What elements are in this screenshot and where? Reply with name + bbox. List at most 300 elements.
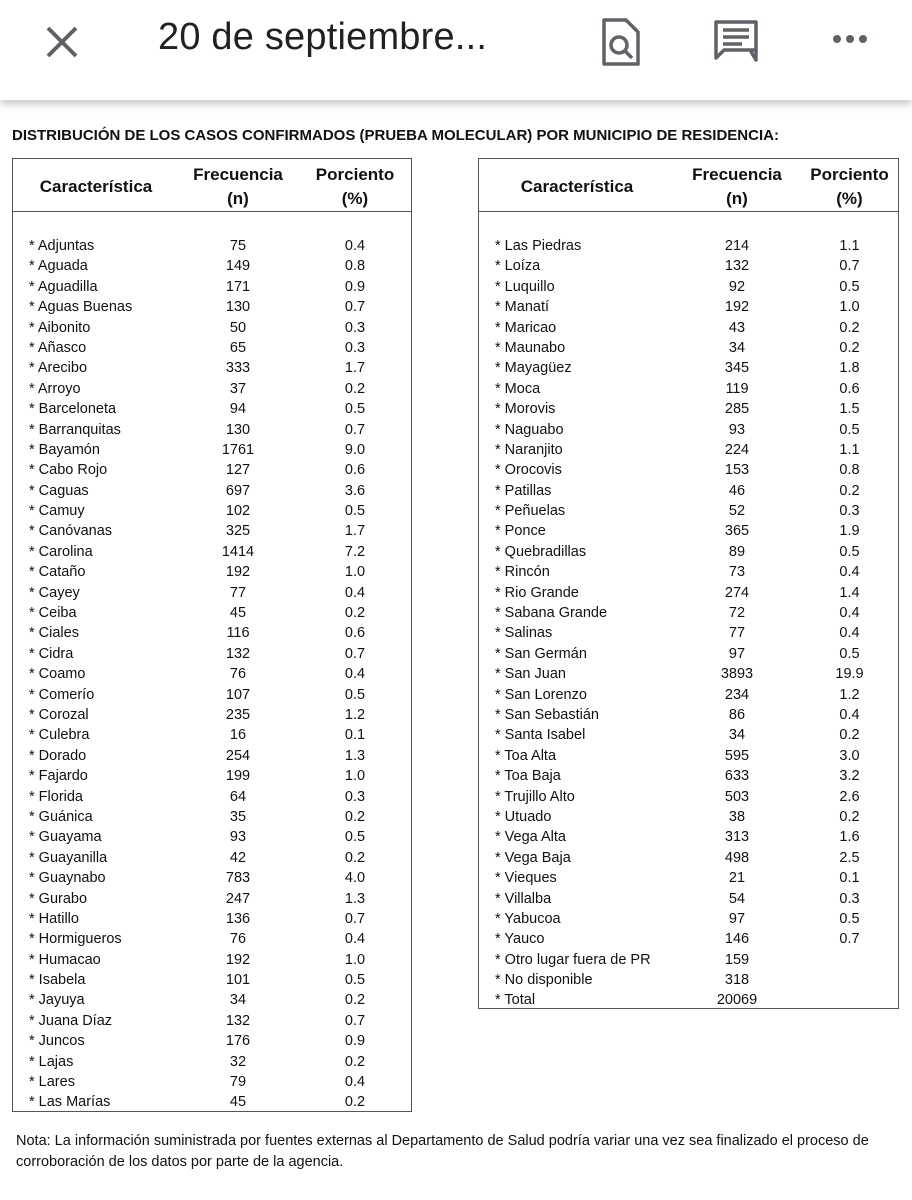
- table-row: [13, 827, 411, 847]
- table-row: [479, 256, 898, 276]
- municipio-table-right: [478, 158, 899, 1009]
- table-row: [13, 481, 411, 501]
- row-frecuencia: 52: [728, 503, 746, 520]
- row-porciento: 0.4: [344, 666, 366, 683]
- row-porciento: 1.9: [839, 523, 860, 540]
- row-frecuencia: 192: [225, 564, 251, 581]
- row-frecuencia: 54: [728, 890, 746, 907]
- row-porciento: 0.2: [839, 319, 860, 336]
- row-porciento: 0.3: [344, 319, 366, 336]
- row-frecuencia: 79: [229, 1074, 247, 1091]
- row-porciento: 7.2: [344, 543, 366, 560]
- row-municipio: * Ponce: [495, 523, 546, 540]
- table-row: [13, 399, 411, 419]
- table-row: [479, 236, 898, 256]
- row-frecuencia: 498: [724, 849, 750, 866]
- table-row: [479, 725, 898, 745]
- comment-icon[interactable]: [712, 18, 760, 64]
- row-frecuencia: 37: [229, 380, 247, 397]
- row-municipio: * Bayamón: [29, 441, 100, 458]
- row-frecuencia: 136: [225, 910, 251, 927]
- table-row: [13, 746, 411, 766]
- row-porciento: 2.5: [839, 849, 860, 866]
- table-row: [13, 725, 411, 745]
- row-porciento: 0.2: [344, 849, 366, 866]
- row-frecuencia: 171: [225, 278, 251, 295]
- row-municipio: * Toa Alta: [495, 747, 557, 764]
- row-municipio: * Moca: [495, 380, 541, 397]
- table-row: [479, 338, 898, 358]
- row-frecuencia: 132: [225, 645, 251, 662]
- table-row: [479, 827, 898, 847]
- report-heading: DISTRIBUCIÓN DE LOS CASOS CONFIRMADOS (PRUEBA MOLECULAR) POR MUNICIPIO DE RESIDENCIA:: [12, 127, 779, 144]
- table-header: [479, 159, 898, 212]
- table-row: [13, 766, 411, 786]
- row-porciento: 0.4: [839, 605, 860, 622]
- row-municipio: * Camuy: [29, 503, 85, 520]
- row-porciento: 1.3: [344, 747, 366, 764]
- table-row: [13, 583, 411, 603]
- row-municipio: * Otro lugar fuera de PR: [495, 951, 651, 968]
- table-row: [13, 787, 411, 807]
- table-row: [13, 1052, 411, 1072]
- row-frecuencia: 92: [728, 278, 746, 295]
- municipio-table-left: [12, 158, 412, 1112]
- row-frecuencia: 89: [728, 543, 746, 560]
- row-municipio: * Jayuya: [29, 992, 85, 1009]
- row-porciento: 0.4: [344, 584, 366, 601]
- row-municipio: * Lajas: [29, 1053, 74, 1070]
- table-row: [13, 990, 411, 1010]
- table-row: [13, 644, 411, 664]
- row-frecuencia: 192: [225, 951, 251, 968]
- table-body: [13, 236, 411, 1113]
- table-row: [479, 868, 898, 888]
- row-frecuencia: 34: [728, 339, 746, 356]
- row-municipio: * Utuado: [495, 808, 552, 825]
- row-frecuencia: 130: [225, 421, 251, 438]
- table-row: [13, 909, 411, 929]
- row-frecuencia: 45: [229, 1094, 247, 1111]
- row-porciento: 0.8: [839, 462, 860, 479]
- row-municipio: * Arroyo: [29, 380, 81, 397]
- row-municipio: * Coamo: [29, 666, 86, 683]
- row-porciento: 1.8: [839, 360, 860, 377]
- row-municipio: * Orocovis: [495, 462, 562, 479]
- table-row: [479, 521, 898, 541]
- row-municipio: * Aibonito: [29, 319, 91, 336]
- table-row: [479, 807, 898, 827]
- row-municipio: * Total: [495, 992, 536, 1009]
- document-title: 20 de septiembre...: [158, 16, 488, 58]
- row-municipio: * Isabela: [29, 972, 86, 989]
- row-porciento: 3.0: [839, 747, 860, 764]
- row-porciento: 0.5: [839, 543, 860, 560]
- row-porciento: 3.6: [344, 482, 366, 499]
- row-frecuencia: 107: [225, 686, 251, 703]
- row-porciento: 0.5: [344, 972, 366, 989]
- row-porciento: 0.5: [839, 910, 860, 927]
- row-porciento: 3.2: [839, 768, 860, 785]
- row-frecuencia: 93: [728, 421, 746, 438]
- row-municipio: * Juncos: [29, 1033, 85, 1050]
- row-frecuencia: 214: [724, 238, 750, 254]
- row-porciento: 0.2: [839, 808, 860, 825]
- row-frecuencia: 97: [728, 910, 746, 927]
- row-municipio: * Ceiba: [29, 605, 77, 622]
- row-frecuencia: 119: [725, 380, 749, 397]
- row-porciento: 0.7: [344, 910, 366, 927]
- row-frecuencia: 76: [229, 666, 247, 683]
- row-municipio: * Luquillo: [495, 278, 555, 295]
- table-row: [13, 623, 411, 643]
- row-municipio: * Fajardo: [29, 768, 88, 785]
- table-row: [13, 318, 411, 338]
- table-row: [13, 420, 411, 440]
- row-municipio: * Ciales: [29, 625, 79, 642]
- table-row: [13, 685, 411, 705]
- header-frecuencia: Frecuencia (n): [692, 165, 782, 208]
- row-porciento: 0.5: [839, 645, 860, 662]
- row-municipio: * Barceloneta: [29, 401, 117, 418]
- row-frecuencia: 285: [724, 401, 750, 418]
- row-porciento: 0.2: [839, 339, 860, 356]
- row-porciento: 0.7: [344, 299, 366, 316]
- row-frecuencia: 16: [229, 727, 247, 744]
- header-frecuencia: Frecuencia (n): [193, 165, 283, 208]
- table-row: [13, 1011, 411, 1031]
- row-porciento: 0.1: [839, 870, 860, 887]
- row-municipio: * San Sebastián: [495, 706, 599, 723]
- row-porciento: 0.2: [839, 482, 860, 499]
- row-frecuencia: 46: [728, 482, 746, 499]
- table-row: [479, 583, 898, 603]
- row-frecuencia: 595: [724, 747, 750, 764]
- table-row: [479, 603, 898, 623]
- row-frecuencia: 45: [229, 605, 247, 622]
- row-frecuencia: 130: [225, 299, 251, 316]
- row-frecuencia: 318: [724, 972, 750, 989]
- header-porciento: Porciento (%): [810, 165, 889, 208]
- row-frecuencia: 783: [225, 870, 251, 887]
- row-porciento: 0.7: [344, 1012, 366, 1029]
- table-row: [479, 705, 898, 725]
- row-porciento: 1.2: [839, 686, 860, 703]
- row-frecuencia: 65: [229, 339, 247, 356]
- row-porciento: 0.2: [839, 727, 860, 744]
- row-municipio: * Naranjito: [495, 441, 563, 458]
- row-municipio: * Guaynabo: [29, 870, 106, 887]
- row-porciento: 0.6: [839, 380, 860, 397]
- row-municipio: * Las Marías: [29, 1094, 111, 1111]
- row-porciento: 1.6: [839, 829, 860, 846]
- table-row: [479, 440, 898, 460]
- table-row: [479, 664, 898, 684]
- row-municipio: * Patillas: [495, 482, 552, 499]
- row-frecuencia: 325: [225, 523, 251, 540]
- table-row: [479, 970, 898, 990]
- row-frecuencia: 274: [724, 584, 750, 601]
- row-frecuencia: 345: [724, 360, 750, 377]
- row-porciento: 0.3: [839, 890, 860, 907]
- row-porciento: 9.0: [344, 441, 366, 458]
- row-porciento: 19.9: [835, 666, 864, 683]
- row-municipio: * San Juan: [495, 666, 566, 683]
- row-frecuencia: 224: [724, 441, 750, 458]
- row-frecuencia: 34: [229, 992, 247, 1009]
- row-frecuencia: 97: [728, 645, 746, 662]
- table-row: [13, 256, 411, 276]
- table-row: [13, 338, 411, 358]
- row-municipio: * Vieques: [495, 870, 557, 887]
- row-frecuencia: 333: [225, 360, 251, 377]
- table-row: [13, 562, 411, 582]
- row-porciento: 0.5: [344, 829, 366, 846]
- table-body: [479, 236, 898, 1011]
- row-frecuencia: 64: [229, 788, 247, 805]
- row-municipio: * Naguabo: [495, 421, 564, 438]
- table-row: [13, 379, 411, 399]
- row-porciento: 0.3: [839, 503, 860, 520]
- row-municipio: * Barranquitas: [29, 421, 121, 438]
- table-row: [13, 358, 411, 378]
- table-row: [13, 807, 411, 827]
- row-porciento: 0.9: [344, 1033, 366, 1050]
- row-frecuencia: 633: [724, 768, 750, 785]
- row-frecuencia: 247: [225, 890, 251, 907]
- row-porciento: 1.1: [839, 441, 860, 458]
- header-porciento: Porciento (%): [315, 165, 395, 208]
- row-porciento: 0.4: [344, 931, 366, 948]
- table-row: [13, 277, 411, 297]
- row-porciento: 1.0: [344, 768, 366, 785]
- table-row: [479, 623, 898, 643]
- row-frecuencia: 192: [724, 299, 750, 316]
- table-row: [479, 420, 898, 440]
- table-row: [479, 848, 898, 868]
- row-municipio: * Culebra: [29, 727, 90, 744]
- row-porciento: 0.2: [344, 1053, 366, 1070]
- row-frecuencia: 697: [225, 482, 251, 499]
- row-municipio: * Cayey: [29, 584, 80, 601]
- row-municipio: * Maricao: [495, 319, 557, 336]
- table-row: [13, 868, 411, 888]
- row-frecuencia: 132: [724, 258, 750, 275]
- row-frecuencia: 116: [226, 625, 250, 642]
- row-municipio: * Cidra: [29, 645, 74, 662]
- row-municipio: * Trujillo Alto: [495, 788, 575, 805]
- table-row: [13, 950, 411, 970]
- row-frecuencia: 34: [728, 727, 746, 744]
- row-frecuencia: 234: [724, 686, 750, 703]
- table-header: [13, 159, 411, 212]
- row-porciento: 0.8: [344, 258, 366, 275]
- row-municipio: * Yauco: [495, 931, 545, 948]
- row-frecuencia: 93: [229, 829, 247, 846]
- row-porciento: 0.4: [839, 564, 860, 581]
- row-municipio: * Florida: [29, 788, 83, 805]
- table-row: [479, 399, 898, 419]
- row-municipio: * San Lorenzo: [495, 686, 587, 703]
- row-frecuencia: 235: [225, 706, 251, 723]
- row-frecuencia: 72: [728, 605, 746, 622]
- table-row: [13, 521, 411, 541]
- table-row: [13, 705, 411, 725]
- header-caracteristica: Característica: [520, 177, 634, 196]
- row-porciento: 2.6: [839, 788, 860, 805]
- table-row: [13, 1072, 411, 1092]
- app-bar: [0, 0, 912, 100]
- table-row: [479, 562, 898, 582]
- row-frecuencia: 3893: [720, 666, 754, 683]
- row-frecuencia: 313: [724, 829, 750, 846]
- row-municipio: * Guayanilla: [29, 849, 108, 866]
- row-porciento: 0.4: [839, 625, 860, 642]
- row-municipio: * Dorado: [29, 747, 87, 764]
- row-frecuencia: 1761: [221, 441, 255, 458]
- table-row: [13, 297, 411, 317]
- row-municipio: * Añasco: [29, 339, 87, 356]
- table-row: [13, 664, 411, 684]
- row-porciento: 1.3: [344, 890, 366, 907]
- row-porciento: 0.2: [344, 808, 366, 825]
- row-municipio: * Rio Grande: [495, 584, 579, 601]
- row-porciento: 0.7: [344, 421, 366, 438]
- row-frecuencia: 503: [724, 788, 750, 805]
- row-porciento: 0.6: [344, 462, 366, 479]
- row-porciento: 0.7: [839, 931, 860, 948]
- row-porciento: 1.2: [344, 706, 366, 723]
- row-frecuencia: 77: [229, 584, 247, 601]
- row-municipio: * Arecibo: [29, 360, 88, 377]
- row-porciento: 0.2: [344, 605, 366, 622]
- table-row: [479, 746, 898, 766]
- row-frecuencia: 146: [724, 931, 750, 948]
- row-frecuencia: 127: [225, 462, 251, 479]
- row-porciento: 0.3: [344, 339, 366, 356]
- table-row: [13, 501, 411, 521]
- row-porciento: 1.7: [344, 523, 366, 540]
- close-icon[interactable]: [40, 20, 84, 64]
- row-municipio: * Humacao: [29, 951, 101, 968]
- row-municipio: * Hatillo: [29, 910, 79, 927]
- row-frecuencia: 42: [229, 849, 247, 866]
- row-frecuencia: 153: [724, 462, 750, 479]
- row-municipio: * Quebradillas: [495, 543, 587, 560]
- row-municipio: * Sabana Grande: [495, 605, 608, 622]
- table-row: [13, 929, 411, 949]
- table-row: [479, 889, 898, 909]
- row-municipio: * Salinas: [495, 625, 553, 642]
- row-frecuencia: 1414: [221, 543, 255, 560]
- table-row: [479, 929, 898, 949]
- table-row: [13, 848, 411, 868]
- row-frecuencia: 365: [724, 523, 750, 540]
- row-porciento: 1.0: [344, 951, 366, 968]
- find-in-page-icon[interactable]: [600, 18, 640, 66]
- table-row: [13, 1031, 411, 1051]
- row-frecuencia: 43: [728, 319, 746, 336]
- row-porciento: 1.0: [344, 564, 366, 581]
- table-row: [13, 236, 411, 256]
- row-porciento: 0.1: [344, 727, 366, 744]
- row-municipio: * Aguas Buenas: [29, 299, 133, 316]
- row-porciento: 0.2: [344, 380, 366, 397]
- table-row: [13, 970, 411, 990]
- table-row: [13, 460, 411, 480]
- row-frecuencia: 21: [728, 870, 746, 887]
- table-row: [479, 277, 898, 297]
- row-municipio: * Maunabo: [495, 339, 566, 356]
- header-caracteristica: Característica: [39, 177, 153, 196]
- row-porciento: 1.5: [839, 401, 860, 418]
- table-row: [13, 1092, 411, 1112]
- table-row: [479, 297, 898, 317]
- row-porciento: 1.1: [839, 238, 860, 254]
- row-frecuencia: 86: [728, 706, 746, 723]
- table-row: [479, 358, 898, 378]
- table-row: [13, 440, 411, 460]
- row-porciento: 0.2: [344, 992, 366, 1009]
- table-row: [479, 990, 898, 1010]
- row-porciento: 1.4: [839, 584, 860, 601]
- row-municipio: * Hormigueros: [29, 931, 122, 948]
- row-municipio: * Gurabo: [29, 890, 88, 907]
- row-municipio: * Corozal: [29, 706, 89, 723]
- row-frecuencia: 176: [225, 1033, 251, 1050]
- table-row: [13, 603, 411, 623]
- row-municipio: * Vega Baja: [495, 849, 571, 866]
- table-row: [479, 950, 898, 970]
- row-porciento: 0.5: [344, 401, 366, 418]
- table-row: [479, 460, 898, 480]
- row-municipio: * Caguas: [29, 482, 89, 499]
- row-porciento: 4.0: [344, 870, 366, 887]
- row-municipio: * Villalba: [495, 890, 552, 907]
- row-frecuencia: 75: [229, 238, 247, 254]
- row-municipio: * Carolina: [29, 543, 93, 560]
- more-options-icon[interactable]: [830, 18, 870, 58]
- row-municipio: * Comerío: [29, 686, 95, 703]
- row-municipio: * Lares: [29, 1074, 75, 1091]
- table-row: [479, 644, 898, 664]
- table-row: [479, 501, 898, 521]
- row-frecuencia: 20069: [716, 992, 758, 1009]
- row-municipio: * Rincón: [495, 564, 550, 581]
- footnote: Nota: La información suministrada por fuentes externas al Departamento de Salud podría variar una vez sea finalizado el proceso de corroboración de los datos por parte de la agencia.: [16, 1133, 869, 1170]
- row-frecuencia: 101: [225, 972, 251, 989]
- row-frecuencia: 159: [724, 951, 750, 968]
- row-porciento: 0.7: [839, 258, 860, 275]
- row-frecuencia: 38: [728, 808, 746, 825]
- row-frecuencia: 254: [225, 747, 251, 764]
- row-frecuencia: 32: [229, 1053, 247, 1070]
- row-frecuencia: 76: [229, 931, 247, 948]
- row-porciento: 1.7: [344, 360, 366, 377]
- row-frecuencia: 102: [225, 503, 251, 520]
- row-porciento: 0.4: [839, 706, 860, 723]
- row-frecuencia: 77: [728, 625, 746, 642]
- row-municipio: * Peñuelas: [495, 503, 566, 520]
- row-municipio: * Las Piedras: [495, 238, 582, 254]
- row-municipio: * Yabucoa: [495, 910, 561, 927]
- table-row: [479, 318, 898, 338]
- table-row: [479, 481, 898, 501]
- row-municipio: * Vega Alta: [495, 829, 566, 846]
- row-municipio: * Mayagüez: [495, 360, 572, 377]
- row-municipio: * Cataño: [29, 564, 86, 581]
- row-porciento: 0.7: [344, 645, 366, 662]
